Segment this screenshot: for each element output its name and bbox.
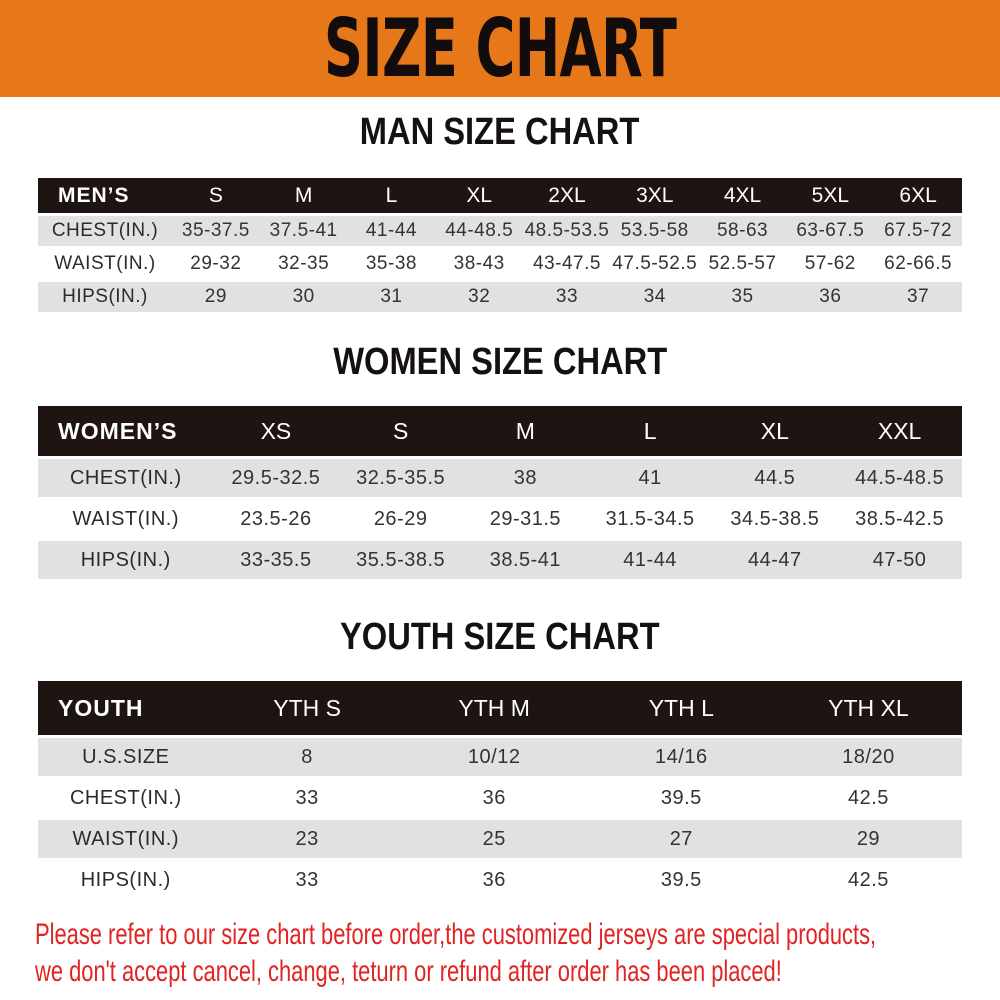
row-label: HIPS(IN.) [38,541,214,579]
man-section-heading-wrap [0,111,1000,153]
men-column-header: L [348,178,436,213]
row-label: CHEST(IN.) [38,779,214,817]
men-column-header: 5XL [786,178,874,213]
women-waist-row [38,500,962,538]
table-cell: 18/20 [775,738,962,776]
table-cell: 23 [214,820,401,858]
youth-column-header: YTH L [588,681,775,735]
table-cell: 8 [214,738,401,776]
youth-hips-row [38,861,962,899]
women-hips-row [38,541,962,579]
men-hips-row [38,282,962,312]
women-column-header: XS [214,406,339,456]
table-cell: 34 [611,282,699,312]
table-cell: 25 [401,820,588,858]
table-cell: 53.5-58 [611,216,699,246]
youth-header-row [38,681,962,735]
row-label: WAIST(IN.) [38,249,172,279]
men-column-header: XL [435,178,523,213]
banner [0,0,1000,97]
table-cell: 47-50 [837,541,962,579]
footer-note-line2: we don't accept cancel, change, teturn or refund after order has been placed! [35,955,782,988]
men-column-header: 6XL [874,178,962,213]
row-label: HIPS(IN.) [38,861,214,899]
man-section-heading: MAN SIZE CHART [360,111,640,153]
table-cell: 44-47 [712,541,837,579]
youth-size-table [38,678,962,902]
table-cell: 41 [588,459,713,497]
table-cell: 29 [172,282,260,312]
table-cell: 63-67.5 [786,216,874,246]
row-label: HIPS(IN.) [38,282,172,312]
women-section-heading: WOMEN SIZE CHART [332,341,668,383]
table-cell: 42.5 [775,779,962,817]
table-cell: 44.5 [712,459,837,497]
men-header-row [38,178,962,213]
men-column-header: M [260,178,348,213]
row-label: CHEST(IN.) [38,459,214,497]
table-cell: 38.5-42.5 [837,500,962,538]
women-corner-label: WOMEN’S [38,406,214,456]
row-label: CHEST(IN.) [38,216,172,246]
men-size-table [38,175,962,315]
table-cell: 32.5-35.5 [338,459,463,497]
table-cell: 23.5-26 [214,500,339,538]
table-cell: 32 [435,282,523,312]
footer-note [35,916,1000,990]
table-cell: 38.5-41 [463,541,588,579]
row-label: U.S.SIZE [38,738,214,776]
table-cell: 33-35.5 [214,541,339,579]
table-cell: 36 [786,282,874,312]
table-cell: 47.5-52.5 [611,249,699,279]
table-cell: 35 [699,282,787,312]
table-cell: 33 [214,779,401,817]
table-cell: 37.5-41 [260,216,348,246]
men-column-header: 3XL [611,178,699,213]
men-column-header: 4XL [699,178,787,213]
table-cell: 29 [775,820,962,858]
men-column-header: 2XL [523,178,611,213]
women-size-table [38,403,962,582]
table-cell: 31.5-34.5 [588,500,713,538]
youth-corner-label: YOUTH [38,681,214,735]
table-cell: 67.5-72 [874,216,962,246]
table-cell: 57-62 [786,249,874,279]
table-cell: 26-29 [338,500,463,538]
men-chest-row [38,216,962,246]
youth-section-heading-wrap [0,616,1000,658]
table-cell: 58-63 [699,216,787,246]
table-cell: 52.5-57 [699,249,787,279]
table-cell: 33 [523,282,611,312]
table-cell: 37 [874,282,962,312]
women-column-header: XXL [837,406,962,456]
table-cell: 44-48.5 [435,216,523,246]
women-column-header: S [338,406,463,456]
table-cell: 29-31.5 [463,500,588,538]
table-cell: 38 [463,459,588,497]
table-cell: 41-44 [588,541,713,579]
table-cell: 30 [260,282,348,312]
table-cell: 39.5 [588,779,775,817]
men-column-header: S [172,178,260,213]
youth-section-heading: YOUTH SIZE CHART [340,616,660,658]
table-cell: 43-47.5 [523,249,611,279]
banner-title: SIZE CHART [323,2,677,95]
table-cell: 48.5-53.5 [523,216,611,246]
women-header-row [38,406,962,456]
table-cell: 35-38 [348,249,436,279]
youth-chest-row [38,779,962,817]
men-waist-row [38,249,962,279]
table-cell: 36 [401,861,588,899]
table-cell: 14/16 [588,738,775,776]
row-label: WAIST(IN.) [38,820,214,858]
row-label: WAIST(IN.) [38,500,214,538]
women-column-header: M [463,406,588,456]
table-cell: 41-44 [348,216,436,246]
youth-column-header: YTH XL [775,681,962,735]
youth-column-header: YTH M [401,681,588,735]
men-corner-label: MEN’S [38,178,172,213]
table-cell: 42.5 [775,861,962,899]
women-chest-row [38,459,962,497]
youth-ussize-row [38,738,962,776]
table-cell: 62-66.5 [874,249,962,279]
table-cell: 36 [401,779,588,817]
table-cell: 32-35 [260,249,348,279]
youth-column-header: YTH S [214,681,401,735]
table-cell: 27 [588,820,775,858]
table-cell: 10/12 [401,738,588,776]
table-cell: 39.5 [588,861,775,899]
table-cell: 35.5-38.5 [338,541,463,579]
table-cell: 35-37.5 [172,216,260,246]
women-column-header: XL [712,406,837,456]
youth-waist-row [38,820,962,858]
table-cell: 38-43 [435,249,523,279]
table-cell: 29.5-32.5 [214,459,339,497]
table-cell: 34.5-38.5 [712,500,837,538]
footer-note-line1: Please refer to our size chart before order,the customized jerseys are special products, [35,918,877,951]
table-cell: 31 [348,282,436,312]
table-cell: 44.5-48.5 [837,459,962,497]
table-cell: 29-32 [172,249,260,279]
women-section-heading-wrap [0,341,1000,383]
table-cell: 33 [214,861,401,899]
women-column-header: L [588,406,713,456]
